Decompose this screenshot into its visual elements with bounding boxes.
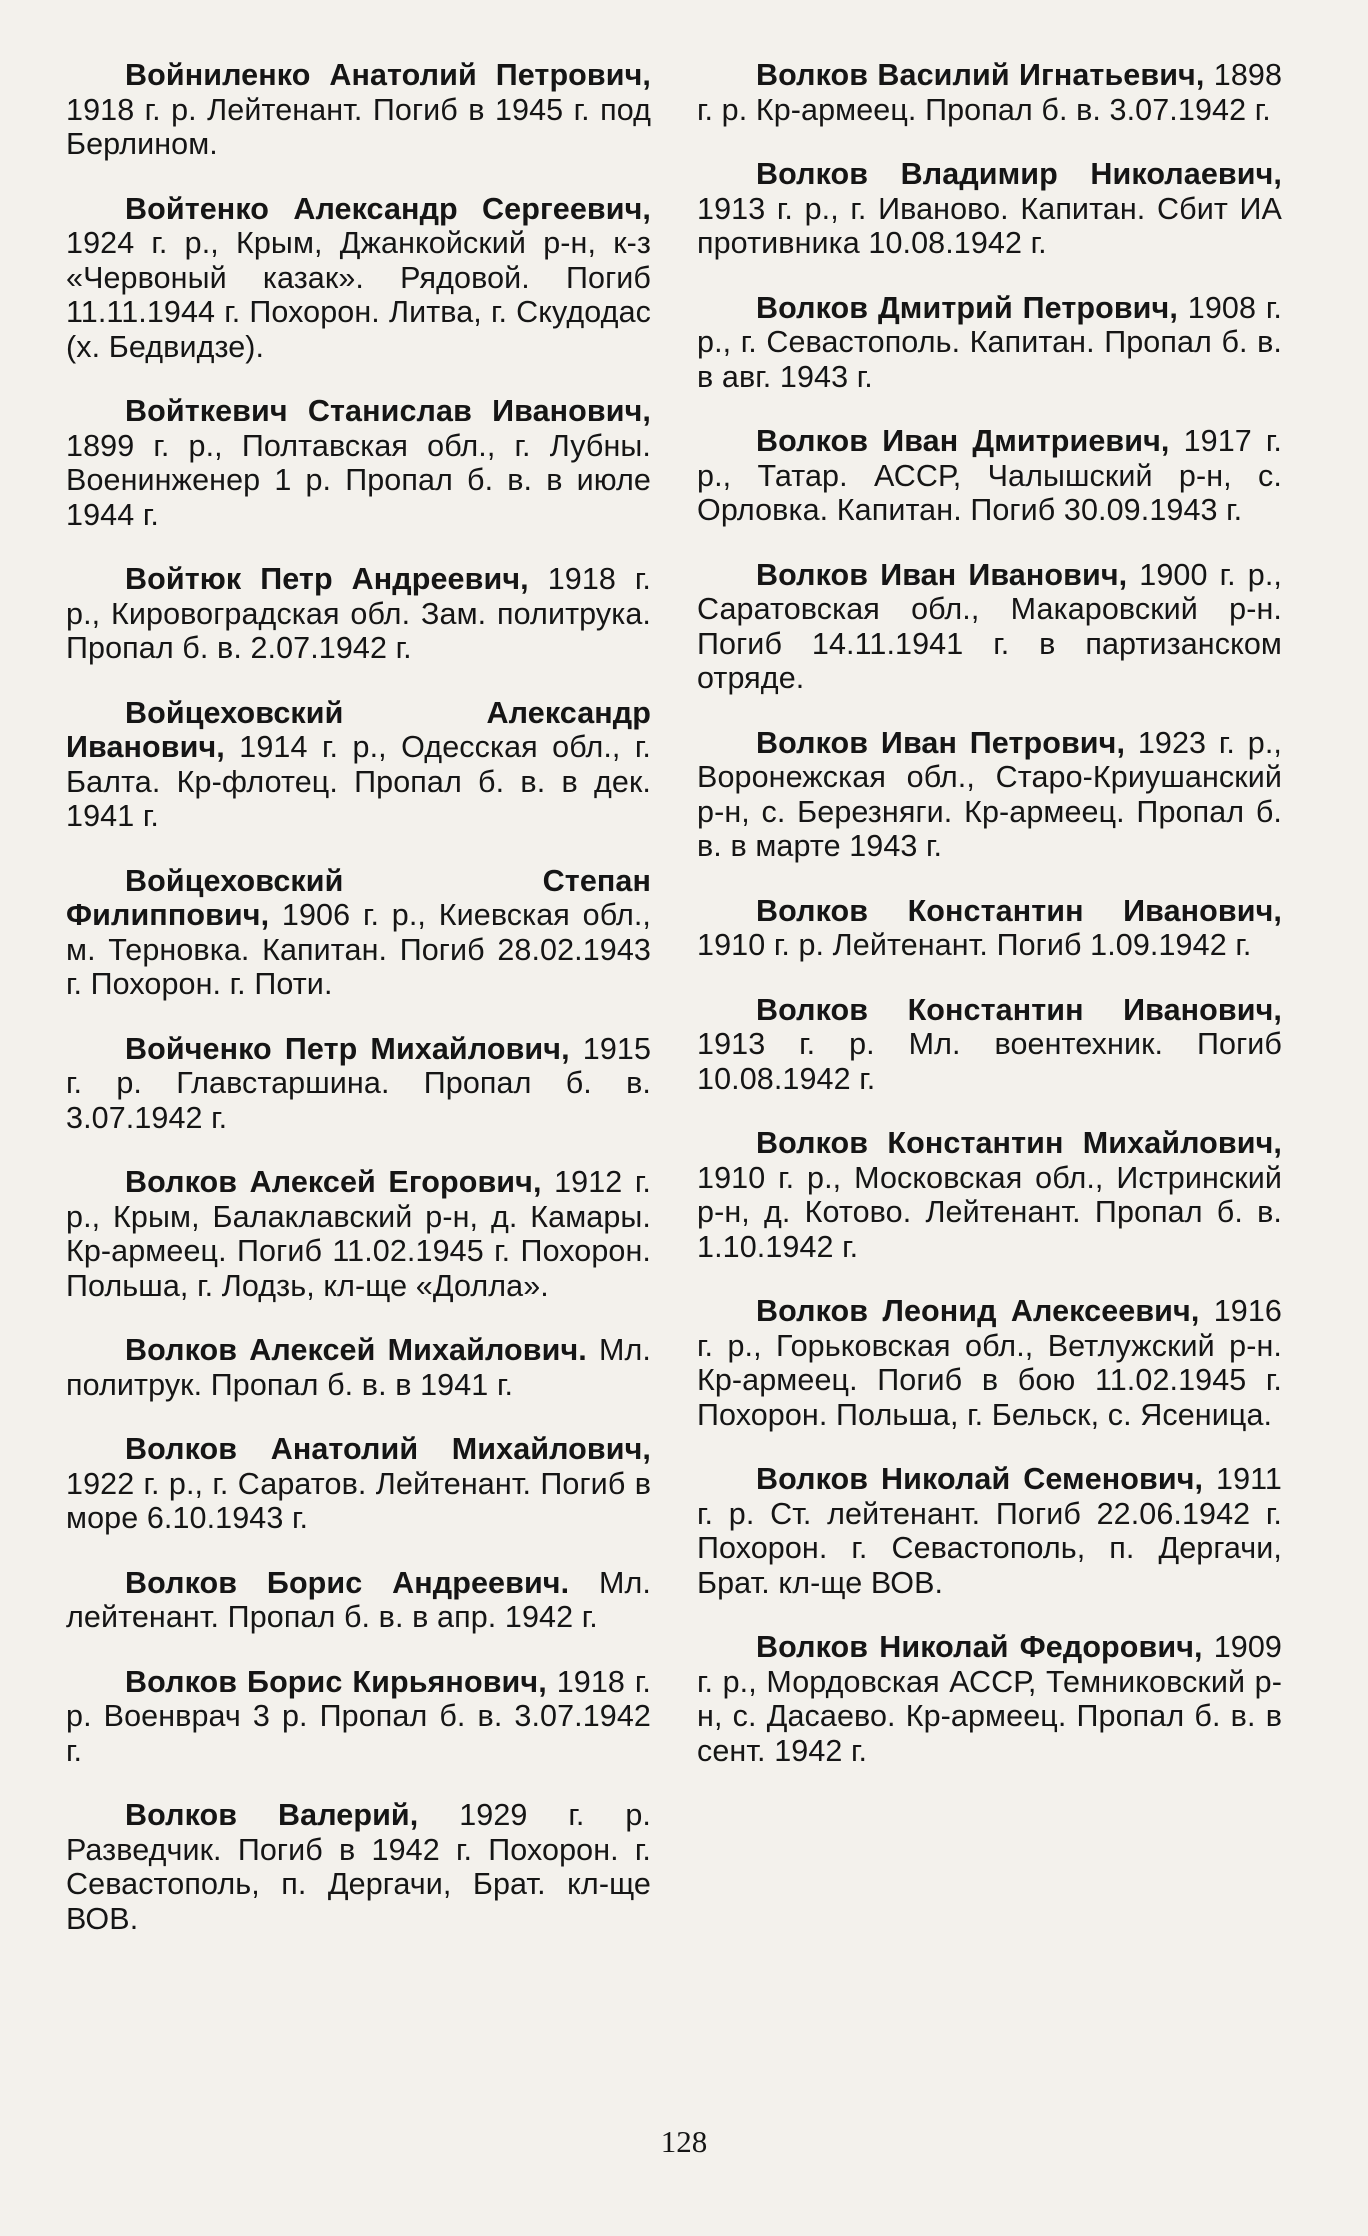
entry [697, 1294, 1282, 1432]
entry-text: 1922 г. р., г. Саратов. Лейтенант. Погиб в море 6.10.1943 г. [66, 1466, 651, 1535]
entry-name: Волков Борис Кирьянович, [125, 1664, 547, 1699]
entry-name: Волков Константин Иванович, [756, 893, 1282, 928]
entry [66, 1165, 651, 1303]
entry-text: 1914 г. р., Одесская обл., г. Балта. Кр-флотец. Пропал б. в. в дек. 1941 г. [66, 730, 651, 833]
entry-text: 1918 г. р. Военврач 3 р. Пропал б. в. 3.07.1942 г. [66, 1664, 651, 1768]
entry [697, 894, 1282, 963]
entry [66, 562, 651, 666]
entry-text: 1900 г. р., Саратовская обл., Макаровский р-н. Погиб 14.11.1941 г. в партизанском отряде. [697, 557, 1282, 695]
entry-text: 1911 г. р. Ст. лейтенант. Погиб 22.06.1942 г. Похорон. г. Севастополь, п. Дергачи, Брат. кл-ще ВОВ. [697, 1462, 1282, 1600]
entry [66, 1432, 651, 1536]
entry-name: Волков Николай Федорович, [756, 1630, 1203, 1664]
entry [697, 1462, 1282, 1600]
entry-text: 1909 г. р., Мордовская АССР, Темниковский р-н, с. Дасаево. Кр-армеец. Пропал б. в. в сент. 1942 г. [697, 1630, 1282, 1768]
entry-text: 1910 г. р. Лейтенант. Погиб 1.09.1942 г. [697, 928, 1252, 962]
entry-text: 1910 г. р., Московская обл., Истринский р-н, д. Котово. Лейтенант. Пропал б. в. 1.10.1942 г. [697, 1160, 1282, 1264]
entry-text: 1899 г. р., Полтавская обл., г. Лубны. Военинженер 1 р. Пропал б. в. в июле 1944 г. [66, 428, 651, 532]
entry [697, 1126, 1282, 1264]
left-column [66, 58, 651, 1966]
entry-text: 1908 г. р., г. Севастополь. Капитан. Пропал б. в. в авг. 1943 г. [697, 290, 1282, 394]
entry-text: 1906 г. р., Киевская обл., м. Терновка. Капитан. Погиб 28.02.1943 г. Похорон. г. Поти. [66, 898, 651, 1001]
entry [697, 157, 1282, 261]
entry-name: Войтенко Александр Сергеевич, [125, 191, 651, 226]
entry [697, 58, 1282, 127]
entry-text: 1913 г. р. Мл. воентехник. Погиб 10.08.1942 г. [697, 1027, 1282, 1096]
entry [66, 1566, 651, 1635]
entry-text: 1916 г. р., Горьковская обл., Ветлужский р-н. Кр-армеец. Погиб в бою 11.02.1945 г. Похорон. Польша, г. Бельск, с. Ясеница. [697, 1294, 1282, 1432]
entry [66, 1665, 651, 1769]
entry-text: 1918 г. р. Лейтенант. Погиб в 1945 г. под Берлином. [66, 92, 651, 161]
entry-text: 1917 г. р., Татар. АССР, Чалышский р-н, с. Орловка. Капитан. Погиб 30.09.1943 г. [697, 424, 1282, 527]
entry [697, 558, 1282, 696]
entry [66, 1032, 651, 1136]
entry-name: Волков Иван Иванович, [756, 557, 1128, 592]
entry [66, 696, 651, 834]
entry-name: Войткевич Станислав Иванович, [125, 394, 651, 428]
entry-name: Волков Леонид Алексеевич, [756, 1294, 1200, 1328]
entry [697, 1630, 1282, 1768]
entry [66, 192, 651, 365]
entry [697, 424, 1282, 528]
entry [66, 864, 651, 1002]
entry-text: 1918 г. р., Кировоградская обл. Зам. политрука. Пропал б. в. 2.07.1942 г. [66, 562, 651, 665]
entry-name: Войниленко Анатолий Петрович, [125, 58, 651, 92]
entry-text: 1898 г. р. Кр-армеец. Пропал б. в. 3.07.1942 г. [697, 58, 1283, 127]
entry-name: Волков Валерий, [125, 1798, 419, 1832]
entry-text: 1923 г. р., Воронежская обл., Старо-Криушанский р-н, с. Березняги. Кр-армеец. Пропал б. в. в марте 1943 г. [697, 725, 1282, 863]
right-column [697, 58, 1282, 1798]
entry-name: Волков Константин Иванович, [756, 992, 1282, 1027]
entry-name: Волков Николай Семенович, [756, 1462, 1204, 1496]
entry [697, 291, 1282, 395]
entry-name: Волков Дмитрий Петрович, [756, 290, 1178, 325]
entry-name: Волков Алексей Егорович, [125, 1165, 542, 1199]
entry [66, 58, 651, 162]
entry-name: Волков Иван Дмитриевич, [756, 424, 1170, 458]
entry-text: 1929 г. р. Разведчик. Погиб в 1942 г. Похорон. г. Севастополь, п. Дергачи, Брат. кл-ще ВОВ. [66, 1798, 651, 1936]
page-number: 128 [660, 2124, 708, 2159]
entry-name: Войцеховский Александр Иванович, [66, 695, 651, 764]
entry-name: Волков Алексей Михайлович. [125, 1333, 587, 1367]
entry-name: Войтюк Петр Андреевич, [125, 562, 529, 596]
entry-text: 1913 г. р., г. Иваново. Капитан. Сбит ИА противника 10.08.1942 г. [697, 191, 1282, 260]
entry [697, 726, 1282, 864]
entry-name: Волков Константин Михайлович, [756, 1126, 1282, 1160]
entry [66, 1333, 651, 1402]
entry [66, 394, 651, 532]
entry [66, 1798, 651, 1936]
entry-name: Волков Анатолий Михайлович, [125, 1432, 651, 1466]
entry-text: 1924 г. р., Крым, Джанкойский р-н, к-з «Червоный казак». Рядовой. Погиб 11.11.1944 г. Похорон. Литва, г. Скудодас (х. Бедвидзе). [66, 226, 651, 364]
entry-name: Войченко Петр Михайлович, [125, 1031, 570, 1066]
entry-name: Волков Иван Петрович, [756, 725, 1126, 760]
entry-name: Волков Владимир Николаевич, [756, 157, 1282, 191]
entry [697, 993, 1282, 1097]
entry-name: Волков Василий Игнатьевич, [756, 58, 1205, 92]
entry-text: 1912 г. р., Крым, Балаклавский р-н, д. Камары. Кр-армеец. Погиб 11.02.1945 г. Похорон. Польша, г. Лодзь, кл-ще «Долла». [66, 1165, 651, 1303]
entry-name: Волков Борис Андреевич. [125, 1565, 570, 1600]
entry-name: Войцеховский Степан Филиппович, [66, 863, 651, 932]
entry-text: 1915 г. р. Главстаршина. Пропал б. в. 3.07.1942 г. [66, 1031, 652, 1135]
entry-text: Мл. лейтенант. Пропал б. в. в апр. 1942 г. [66, 1565, 651, 1634]
entry-text: Мл. политрук. Пропал б. в. в 1941 г. [66, 1333, 651, 1402]
